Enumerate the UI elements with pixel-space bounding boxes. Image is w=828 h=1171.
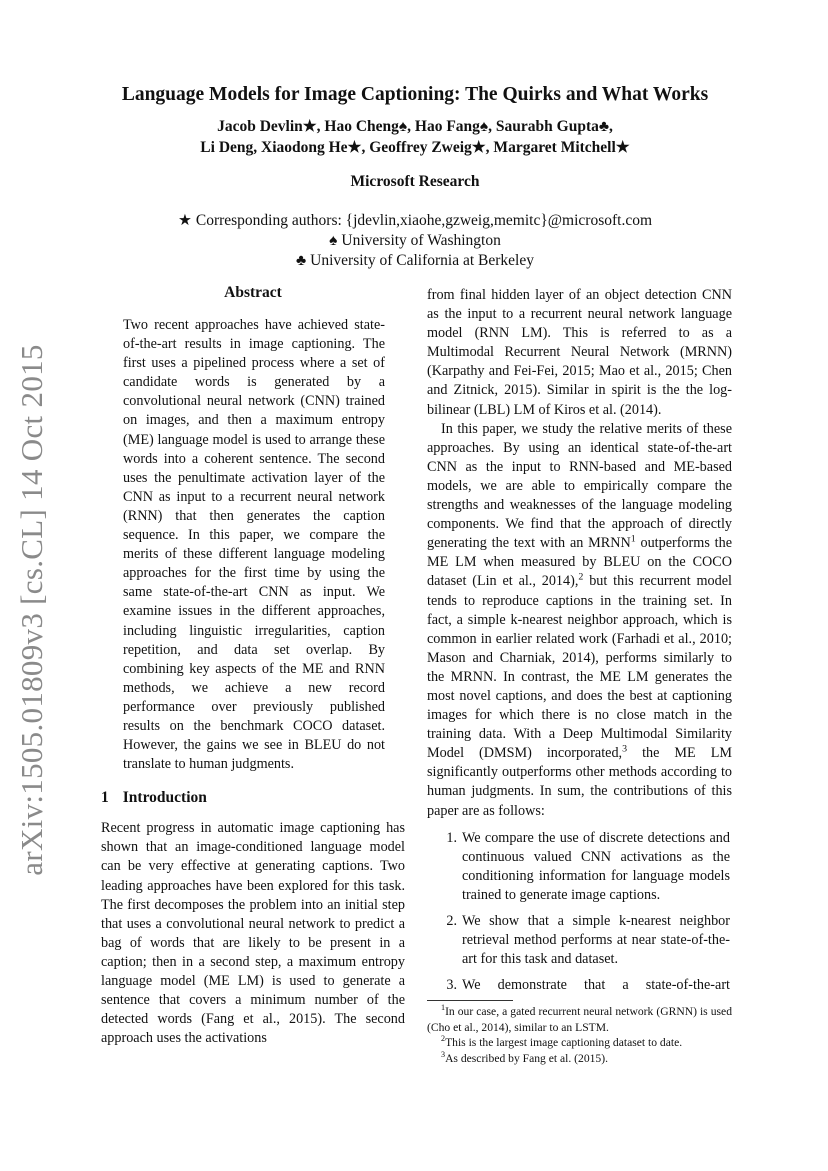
affiliation-uw-text: University of Washington [341, 232, 501, 249]
affiliation: Microsoft Research [350, 173, 480, 190]
paper-title: Language Models for Image Captioning: The Quirks and What Works [121, 84, 709, 105]
list-item [427, 976, 732, 995]
footnote-3 [427, 1051, 732, 1067]
arxiv-identifier [12, 344, 52, 876]
list-item-number: 2. [446, 913, 457, 929]
paragraph-2-part-a: In this paper, we study the relative merits of these approaches. By using an identical state-of-the-art CNN as the input to RNN-based and ME-based models, we are able to empirically compare the strengths and weaknesses of the language modeling components. We find that the approach of directly generating the text with an MRNN [427, 420, 732, 552]
footnote-text: In our case, a gated recurrent neural network (GRNN) is used (Cho et al., 2014), similar to an LSTM. [427, 1005, 732, 1034]
abstract-text: Two recent approaches have achieved state-of-the-art results in image captioning. The first uses a pipelined process where a set of candidate words is generated by a convolutional neural network (CNN) trained on images, and then a maximum entropy (ME) language model is used to arrange these words into a coherent sentence. The second uses the penultimate activation layer of the CNN as input to a recurrent neural network (RNN) that then generates the caption sequence. In this paper, we compare the merits of these different language modeling approaches for the first time by using the same state-of-the-art CNN as input. We examine issues in the different approaches, including linguistic irregularities, caption repetition, and data set overlap. By combining key aspects of the ME and RNN methods, we achieve a new record performance over previously published results on the benchmark COCO dataset. However, the gains we see in BLEU do not translate to human judgments. [123, 317, 385, 773]
list-item-number: 3. [446, 977, 457, 994]
list-item-text: We compare the use of discrete detections and continuous valued CNN activations as the conditioning information for language models trained to generate image captions. [462, 829, 730, 903]
affiliation-ucb [70, 251, 760, 271]
list-item-text: We show that a simple k-nearest neighbor retrieval method performs at near state-of-the-art for this task and dataset. [462, 913, 730, 968]
paragraph-2-part-b: outperforms the ME LM when measured by BLEU on the COCO dataset (Lin et al., 2014), [427, 535, 732, 590]
spade-icon: ♠ [329, 232, 338, 249]
paragraph-2-part-d: the ME LM significantly outperforms other methods according to human judgments. In sum, the contributions of this paper are as follows: [427, 745, 732, 819]
footnote-ref-3[interactable]: 3 [622, 743, 628, 755]
author-list [70, 116, 760, 158]
section-number: 1 [101, 789, 109, 807]
footnotes [427, 1004, 732, 1066]
section-heading-introduction [101, 789, 405, 807]
left-column [101, 284, 405, 1048]
footnote-ref-1[interactable]: 1 [630, 533, 636, 545]
affiliation-ucb-text: University of California at Berkeley [310, 252, 534, 269]
footnote-ref-2[interactable]: 2 [578, 571, 584, 583]
list-item [427, 912, 732, 969]
author-line-1: Jacob Devlin★, Hao Cheng♠, Hao Fang♠, Saurabh Gupta♣, [217, 118, 613, 135]
star-icon: ★ [177, 212, 192, 229]
footnote-mark: 1 [441, 1003, 446, 1013]
paragraph-2-part-c: but this recurrent model tends to reproduce captions in the training set. In fact, a simple k-nearest neighbor approach, which is common in earlier related work (Farhadi et al., 2010; Mason and Charniak, 2014), performs similarly to the MRNN. In contrast, the ME LM generates the most novel captions, and does the best at captioning images for which there is no close match in the training data. With a Deep Multimodal Similarity Model (DMSM) incorporated, [427, 573, 732, 762]
contribution-list [427, 829, 732, 996]
footnote-mark: 2 [441, 1034, 446, 1044]
footnote-mark: 3 [441, 1049, 446, 1059]
footnote-divider [427, 1000, 513, 1001]
corresponding-authors [70, 211, 760, 231]
footnote-2 [427, 1035, 732, 1051]
intro-paragraph-1-continued: from final hidden layer of an object detection CNN as the input to a recurrent neural network language model (RNN LM). This is referred to as a Multimodal Recurrent Neural Network (MRNN) (Karpathy and Fei-Fei, 2015; Mao et al., 2015; Chen and Zitnick, 2015). Similar in spirit is the the log-bilinear (LBL) LM of Kiros et al. (2014). [427, 287, 732, 418]
footnote-text: This is the largest image captioning dataset to date. [445, 1036, 683, 1049]
list-item [427, 829, 732, 905]
author-line-2: Li Deng, Xiaodong He★, Geoffrey Zweig★, Margaret Mitchell★ [200, 139, 630, 156]
arxiv-identifier-text: arXiv:1505.01809v3 [cs.CL] 14 Oct 2015 [14, 344, 49, 876]
footnote-text: As described by Fang et al. (2015). [445, 1051, 608, 1065]
affiliation-uw [70, 231, 760, 251]
section-title: Introduction [122, 789, 207, 807]
intro-paragraph-2 [427, 420, 732, 821]
footnote-1 [427, 1004, 732, 1035]
contact-block [70, 211, 760, 271]
list-item-text: We demonstrate that a state-of-the-art [462, 977, 730, 994]
list-item-number: 1. [446, 829, 457, 846]
corresponding-authors-text: Corresponding authors: {jdevlin,xiaohe,gzweig,memitc}@microsoft.com [195, 212, 653, 229]
right-column [427, 286, 732, 1002]
abstract-heading: Abstract [224, 284, 282, 301]
intro-paragraph-1: Recent progress in automatic image captioning has shown that an image-conditioned language model can be very effective at generating captions. Two leading approaches have been explored for this task. The first decomposes the problem into an initial step that uses a convolutional neural network to predict a bag of words that are likely to be present in a caption; then in a second step, a maximum entropy language model (ME LM) is used to generate a sentence that covers a minimum number of the detected words (Fang et al., 2015). The second approach uses the activations [101, 820, 405, 1047]
club-icon: ♣ [296, 252, 307, 269]
